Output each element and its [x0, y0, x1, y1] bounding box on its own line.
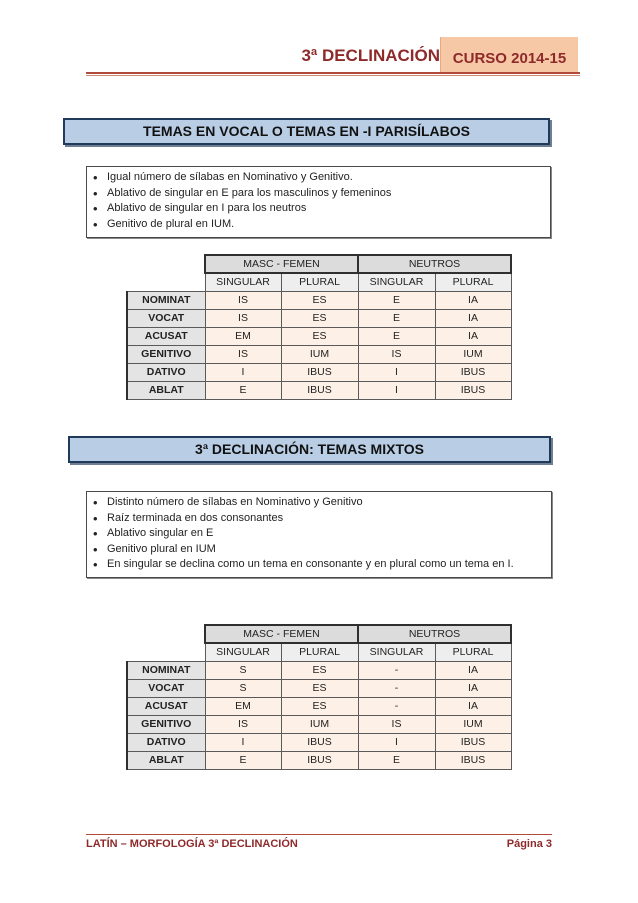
list-item: • En singular se declina como un tema en consonante y en plural como un tema en I. [93, 557, 545, 573]
table-cell: ES [281, 291, 358, 309]
column-header: SINGULAR [358, 273, 435, 291]
list-item: • Igual número de sílabas en Nominativo y Genitivo. [93, 170, 544, 186]
list-item: • Distinto número de sílabas en Nominativo y Genitivo [93, 495, 545, 511]
section2-title: 3ª DECLINACIÓN: TEMAS MIXTOS [68, 436, 551, 463]
table-corner [127, 273, 205, 291]
table-cell: ES [281, 679, 358, 697]
table-cell: ES [281, 661, 358, 679]
table-cell: IBUS [281, 381, 358, 399]
table-cell: IUM [281, 715, 358, 733]
table-cell: IBUS [435, 751, 511, 769]
list-item: • Genitivo de plural en IUM. [93, 217, 544, 233]
table-corner [127, 643, 205, 661]
table-corner [127, 625, 205, 643]
table-cell: IS [358, 715, 435, 733]
table-row [127, 363, 511, 381]
table-cell: S [205, 679, 281, 697]
page-title: 3ª DECLINACIÓN [301, 46, 440, 65]
case-label: DATIVO [127, 733, 205, 751]
list-item: • Ablativo de singular en I para los neutros [93, 201, 544, 217]
table-cell: - [358, 697, 435, 715]
footer-title: LATÍN – MORFOLOGÍA 3ª DECLINACIÓN [86, 838, 298, 850]
case-label: NOMINAT [127, 661, 205, 679]
table-row [127, 327, 511, 345]
header-divider [86, 72, 580, 74]
table-row [127, 679, 511, 697]
list-item: • Ablativo singular en E [93, 526, 545, 542]
section1-rules-box [86, 166, 551, 238]
table-cell: IBUS [281, 363, 358, 381]
case-label: DATIVO [127, 363, 205, 381]
group-header-neutros: NEUTROS [358, 625, 511, 643]
column-header: SINGULAR [205, 273, 281, 291]
table-cell: I [205, 363, 281, 381]
column-header: SINGULAR [205, 643, 281, 661]
table-cell: E [358, 309, 435, 327]
table-cell: IS [205, 291, 281, 309]
table-row [127, 697, 511, 715]
column-header: PLURAL [435, 273, 511, 291]
table-cell: IA [435, 309, 511, 327]
table-cell: ES [281, 697, 358, 715]
table-cell: IBUS [435, 733, 511, 751]
table-cell: E [205, 381, 281, 399]
case-label: NOMINAT [127, 291, 205, 309]
case-label: VOCAT [127, 679, 205, 697]
table-cell: IS [205, 309, 281, 327]
case-label: GENITIVO [127, 345, 205, 363]
case-label: GENITIVO [127, 715, 205, 733]
table-row [127, 715, 511, 733]
footer-divider [86, 834, 552, 835]
page-number: Página 3 [506, 838, 552, 850]
case-label: VOCAT [127, 309, 205, 327]
table-row [127, 345, 511, 363]
table-row [127, 381, 511, 399]
table-cell: - [358, 679, 435, 697]
group-header-neutros: NEUTROS [358, 255, 511, 273]
table-cell: E [358, 327, 435, 345]
section2-rules-box [86, 491, 552, 578]
table-cell: I [358, 363, 435, 381]
table-cell: IBUS [281, 751, 358, 769]
table-cell: IBUS [435, 363, 511, 381]
column-header: PLURAL [281, 273, 358, 291]
table-cell: IUM [435, 345, 511, 363]
table-cell: IS [358, 345, 435, 363]
table-cell: IA [435, 327, 511, 345]
table-corner [127, 255, 205, 273]
group-header-masc-femen: MASC - FEMEN [205, 625, 358, 643]
table-cell: ES [281, 327, 358, 345]
group-header-masc-femen: MASC - FEMEN [205, 255, 358, 273]
table-cell: E [358, 291, 435, 309]
section2-declension-table [126, 624, 512, 770]
table-cell: I [205, 733, 281, 751]
table-cell: IA [435, 661, 511, 679]
list-item: • Genitivo plural en IUM [93, 542, 545, 558]
case-label: ABLAT [127, 751, 205, 769]
table-row [127, 751, 511, 769]
table-cell: IA [435, 697, 511, 715]
table-row [127, 309, 511, 327]
table-cell: E [205, 751, 281, 769]
list-item: • Raíz terminada en dos consonantes [93, 511, 545, 527]
column-header: PLURAL [281, 643, 358, 661]
table-cell: IBUS [435, 381, 511, 399]
section1-declension-table [126, 254, 512, 400]
table-cell: IA [435, 679, 511, 697]
list-item: • Ablativo de singular en E para los masculinos y femeninos [93, 186, 544, 202]
table-cell: I [358, 733, 435, 751]
section2-bullet-list [93, 495, 545, 573]
column-header: SINGULAR [358, 643, 435, 661]
table-cell: IUM [281, 345, 358, 363]
table-cell: IS [205, 715, 281, 733]
table-cell: IUM [435, 715, 511, 733]
section1-title: TEMAS EN VOCAL O TEMAS EN -I PARISÍLABOS [63, 118, 550, 145]
table-row [127, 291, 511, 309]
table-cell: IBUS [281, 733, 358, 751]
table-cell: S [205, 661, 281, 679]
table-cell: IA [435, 291, 511, 309]
table-cell: ES [281, 309, 358, 327]
case-label: ABLAT [127, 381, 205, 399]
table-cell: EM [205, 697, 281, 715]
table-row [127, 733, 511, 751]
table-cell: - [358, 661, 435, 679]
case-label: ACUSAT [127, 327, 205, 345]
table-cell: I [358, 381, 435, 399]
column-header: PLURAL [435, 643, 511, 661]
table-cell: E [358, 751, 435, 769]
table-cell: EM [205, 327, 281, 345]
table-cell: IS [205, 345, 281, 363]
section1-bullet-list [93, 170, 544, 232]
table-row [127, 661, 511, 679]
course-badge: CURSO 2014-15 [440, 37, 578, 72]
case-label: ACUSAT [127, 697, 205, 715]
